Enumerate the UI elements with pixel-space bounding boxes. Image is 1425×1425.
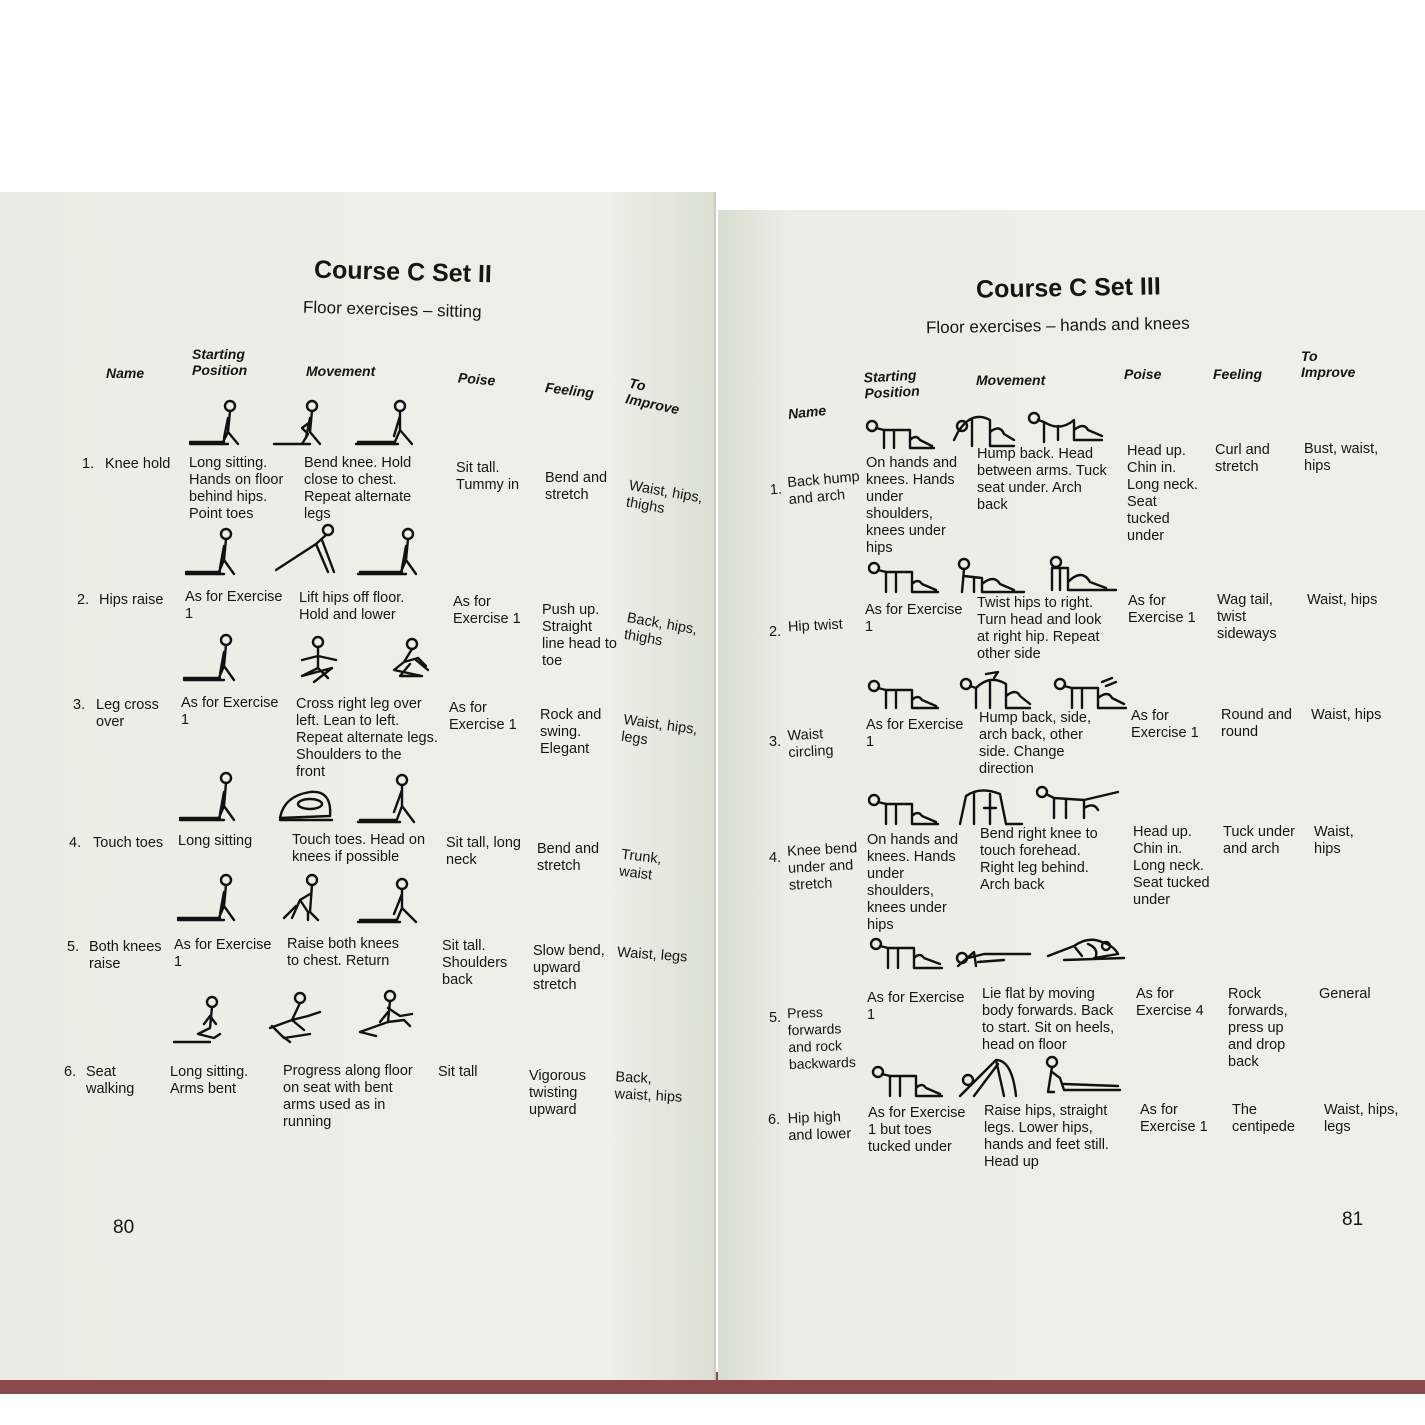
row-feeling: Rock forwards, press up and drop back [1228, 986, 1288, 1070]
row-name: Knee bend under and stretch [786, 840, 858, 894]
row-name: Hip high and lower [787, 1109, 852, 1145]
figure-touch-toes-1 [178, 770, 242, 824]
page-subtitle: Floor exercises – sitting [302, 297, 482, 322]
row-movement: Bend right knee to touch forehead. Right leg behind. Arch back [980, 826, 1098, 893]
row-number: 4. [769, 850, 782, 866]
row-feeling: Rock and swing. Elegant [540, 707, 602, 757]
row-feeling: Wag tail, twist sideways [1217, 592, 1277, 642]
row-number: 2. [769, 624, 782, 640]
row-number: 2. [77, 592, 90, 608]
row-number: 6. [64, 1064, 77, 1080]
figure-knee-hold-1 [188, 398, 248, 448]
row-poise: As for Exercise 4 [1136, 986, 1204, 1019]
row-feeling: The centipede [1232, 1102, 1295, 1135]
row-poise: Head up. Chin in. Long neck. Seat tucked under [1127, 443, 1198, 544]
row-number: 6. [768, 1112, 781, 1128]
row-movement: Hump back. Head between arms. Tuck seat under. Arch back [977, 446, 1107, 513]
row-starting-position: On hands and knees. Hands under shoulders, knees under hips [866, 455, 958, 556]
row-improve: Waist, hips [1307, 592, 1378, 608]
figure-hip-twist-3 [1046, 554, 1120, 594]
row-movement: Twist hips to right. Turn head and look at right hip. Repeat other side [977, 595, 1102, 662]
figure-hips-raise-2 [272, 520, 342, 576]
figure-touch-toes-2 [276, 782, 338, 824]
figure-hips-raise-3 [356, 526, 426, 578]
row-poise: Sit tall [438, 1064, 478, 1080]
page-number: 80 [113, 1217, 135, 1238]
row-feeling: Round and round [1221, 707, 1292, 740]
row-feeling: Vigorous twisting upward [529, 1068, 586, 1118]
row-name: Waist circling [787, 726, 834, 762]
figure-knee-bend-1 [866, 790, 940, 828]
row-movement: Lift hips off floor. Hold and lower [299, 590, 405, 623]
row-name: Knee hold [105, 456, 171, 472]
header-poise: Poise [457, 369, 496, 389]
row-improve: Waist, hips, legs [1324, 1102, 1399, 1135]
row-starting-position: As for Exercise 1 but toes tucked under [868, 1105, 966, 1155]
figure-hip-high-3 [1040, 1054, 1122, 1098]
figure-hip-twist-1 [866, 558, 940, 596]
row-starting-position: Long sitting [178, 833, 253, 849]
header-movement: Movement [976, 372, 1046, 388]
figure-leg-cross-3 [386, 636, 436, 682]
figure-hip-twist-2 [954, 556, 1026, 596]
figure-touch-toes-3 [356, 772, 420, 826]
row-feeling: Slow bend, upward stretch [533, 943, 605, 993]
header-feeling: Feeling [1213, 366, 1263, 382]
header-to-improve: To Improve [1301, 348, 1356, 380]
header-to-improve: To Improve [624, 374, 681, 418]
row-poise: Sit tall. Shoulders back [442, 938, 508, 988]
row-starting-position: As for Exercise 1 [865, 602, 963, 635]
page-number: 81 [1342, 1209, 1364, 1230]
row-number: 5. [67, 939, 80, 955]
row-starting-position: As for Exercise 1 [185, 589, 283, 622]
row-improve: Bust, waist, hips [1304, 441, 1379, 474]
row-poise: As for Exercise 1 [453, 594, 521, 627]
figure-back-hump-3 [1024, 410, 1104, 446]
row-number: 3. [769, 734, 782, 750]
row-number: 5. [769, 1010, 782, 1026]
row-feeling: Curl and stretch [1215, 442, 1270, 475]
row-improve: Waist, hips [1311, 707, 1382, 723]
header-movement: Movement [306, 363, 376, 379]
row-movement: Progress along floor on seat with bent arms used as in running [283, 1063, 413, 1130]
row-improve: Waist, hips, legs [620, 711, 699, 749]
row-name: Touch toes [93, 835, 164, 851]
figure-waist-circling-1 [866, 676, 940, 712]
row-poise: As for Exercise 1 [1140, 1102, 1208, 1135]
figure-press-forwards-1 [868, 936, 944, 972]
open-book [0, 192, 1425, 1402]
figure-seat-walking-1 [170, 994, 232, 1048]
row-number: 4. [69, 835, 82, 851]
row-movement: Raise both knees to chest. Return [287, 936, 400, 969]
row-poise: Sit tall, long neck [446, 835, 521, 868]
header-name: Name [106, 365, 145, 381]
row-name: Both knees raise [89, 939, 162, 972]
figure-both-knees-1 [176, 872, 240, 924]
row-name: Hip twist [787, 616, 844, 636]
row-starting-position: Long sitting. Hands on floor behind hips. Point toes [189, 455, 284, 522]
row-improve: General [1319, 986, 1371, 1002]
row-feeling: Bend and stretch [537, 841, 600, 874]
figure-hips-raise-1 [184, 526, 244, 578]
figure-seat-walking-3 [352, 988, 418, 1046]
row-feeling: Tuck under and arch [1223, 824, 1295, 857]
figure-seat-walking-2 [262, 990, 328, 1048]
row-poise: Head up. Chin in. Long neck. Seat tucked under [1133, 824, 1210, 908]
page-subtitle: Floor exercises – hands and knees [925, 313, 1190, 338]
row-feeling: Bend and stretch [545, 470, 608, 503]
row-name: Back hump and arch [786, 468, 861, 509]
figure-hip-high-1 [870, 1062, 946, 1100]
figure-knee-hold-2 [272, 398, 332, 448]
row-starting-position: On hands and knees. Hands under shoulders, knees under hips [867, 832, 959, 933]
row-improve: Waist, hips, thighs [624, 477, 704, 518]
figure-both-knees-3 [356, 876, 422, 926]
figure-leg-cross-1 [182, 632, 242, 684]
row-number: 1. [82, 456, 95, 472]
row-feeling: Push up. Straight line head to toe [542, 602, 617, 669]
header-poise: Poise [1124, 366, 1162, 382]
figure-both-knees-2 [278, 872, 326, 924]
figure-hip-high-2 [956, 1056, 1022, 1100]
header-starting-position: Starting Position [192, 346, 248, 378]
figure-waist-circling-2 [956, 670, 1032, 712]
header-feeling: Feeling [544, 379, 595, 401]
figure-leg-cross-2 [292, 634, 348, 684]
row-name: Leg cross over [96, 697, 159, 730]
figure-press-forwards-3 [1044, 934, 1126, 966]
row-improve: Trunk, waist [618, 846, 663, 884]
row-improve: Waist, hips [1314, 824, 1354, 857]
row-name: Seat walking [86, 1064, 135, 1097]
row-number: 3. [73, 697, 86, 713]
figure-waist-circling-3 [1052, 672, 1128, 712]
row-starting-position: As for Exercise 1 [867, 990, 965, 1023]
row-name: Hips raise [99, 592, 164, 608]
row-movement: Touch toes. Head on knees if possible [292, 832, 426, 865]
page-title: Course C Set III [975, 272, 1161, 304]
figure-knee-hold-3 [354, 398, 424, 448]
row-movement: Raise hips, straight legs. Lower hips, hands and feet still. Head up [984, 1103, 1109, 1170]
header-starting-position: Starting Position [863, 366, 921, 402]
page-title: Course C Set II [313, 255, 493, 289]
right-page [718, 210, 1425, 1380]
row-improve: Waist, legs [616, 944, 688, 966]
row-improve: Back, waist, hips [614, 1069, 683, 1106]
row-movement: Lie flat by moving body forwards. Back to start. Sit on heels, head on floor [982, 986, 1115, 1053]
row-number: 1. [769, 481, 783, 499]
header-name: Name [787, 402, 827, 422]
row-poise: Sit tall. Tummy in [456, 460, 520, 493]
row-movement: Bend knee. Hold close to chest. Repeat alternate legs [304, 455, 412, 522]
left-page [0, 192, 716, 1380]
row-movement: Cross right leg over left. Lean to left. Repeat alternate legs. Shoulders to the front [296, 696, 438, 780]
row-name: Press forwards and rock backwards [786, 1003, 857, 1073]
row-movement: Hump back, side, arch back, other side. Change direction [979, 710, 1092, 777]
row-starting-position: As for Exercise 1 [174, 937, 272, 970]
row-improve: Back, hips, thighs [622, 610, 699, 650]
figure-press-forwards-2 [954, 940, 1034, 970]
row-starting-position: As for Exercise 1 [866, 717, 964, 750]
row-starting-position: Long sitting. Arms bent [170, 1064, 249, 1097]
row-starting-position: As for Exercise 1 [181, 695, 279, 728]
row-poise: As for Exercise 1 [449, 700, 517, 733]
figure-back-hump-2 [948, 410, 1016, 450]
figure-back-hump-1 [864, 416, 936, 452]
row-poise: As for Exercise 1 [1128, 593, 1196, 626]
figure-knee-bend-3 [1032, 782, 1124, 822]
row-poise: As for Exercise 1 [1131, 708, 1199, 741]
figure-knee-bend-2 [956, 786, 1028, 828]
